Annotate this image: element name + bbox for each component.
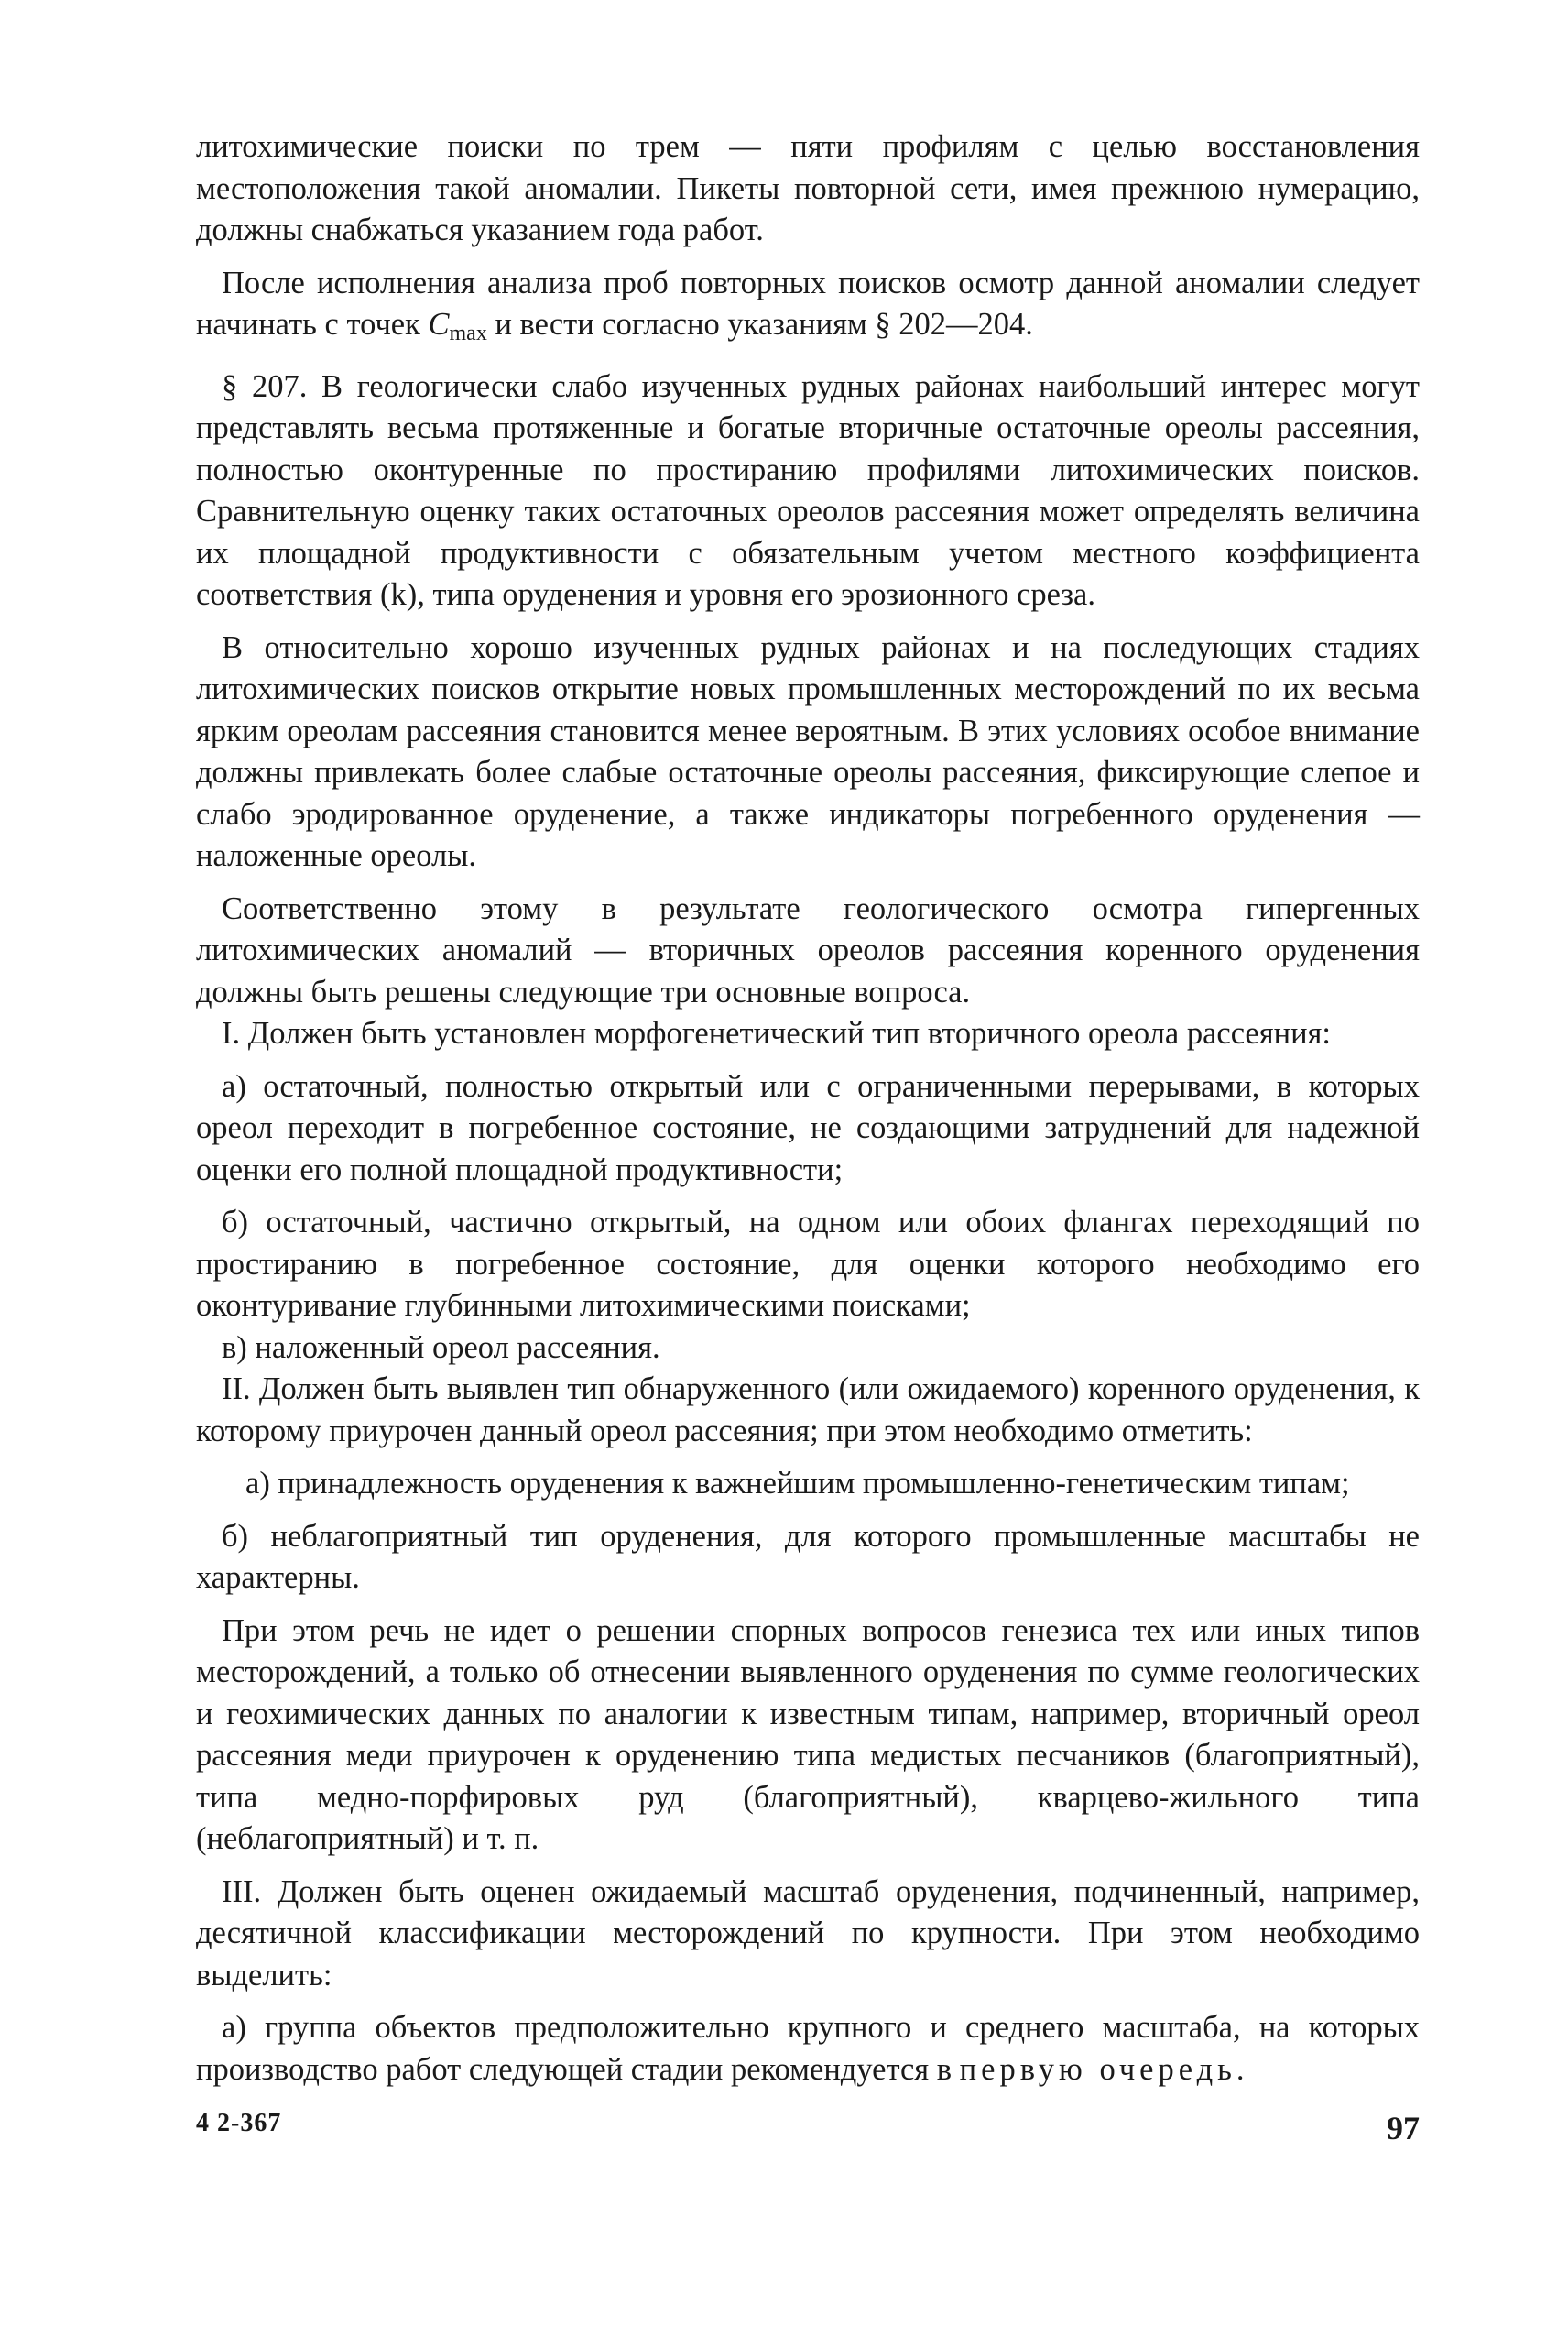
paragraph-genesis-note: При этом речь не идет о решении спорных вопросов генезиса тех или иных типов месторождений, а только об отнесении выявленного оруденения по сумме геологических и геохимических данных по аналогии к известным типам, например, вторичный ореол рассеяния меди приурочен к оруденению типа медистых песчаников (благоприятный), типа медно-порфировых руд (благоприятный), кварцево-жильного типа (неблагоприятный) и т. п.: [196, 1612, 1420, 1856]
variable-c: C: [428, 307, 450, 342]
page-footer: [196, 2109, 1420, 2155]
subscript-max: max: [449, 322, 487, 345]
paragraph-item-i-b: б) остаточный, частично открытый, на одном или обоих флангах переходящий по простиранию в погребенное состояние, для оценки которого необходимо его оконтуривание глубинными литохимическими поисками;: [196, 1205, 1420, 1323]
paragraph-item-i: I. Должен быть установлен морфогенетический тип вторичного ореола рассеяния:: [222, 1016, 1331, 1051]
emphasis-first-priority: первую очередь: [959, 2051, 1236, 2087]
paragraph-item-ii-a: а) принадлежность оруденения к важнейшим промышленно-генетическим типам;: [245, 1466, 1350, 1501]
paragraph-item-iii-a: а) группа объектов предположительно крупного и среднего масштаба, на которых производство работ следующей стадии рекомендуется в первую очередь.: [196, 2010, 1420, 2087]
paragraph-item-ii-b: б) неблагоприятный тип оруденения, для которого промышленные масштабы не характерны.: [196, 1518, 1420, 1595]
paragraph-three-questions: Соответственно этому в результате геологического осмотра гипергенных литохимических аномалий — вторичных ореолов рассеяния коренного оруденения должны быть решены следующие три основные вопроса.: [196, 890, 1420, 1010]
paragraph-item-i-a: а) остаточный, полностью открытый или с ограниченными перерывами, в которых ореол переходит в погребенное состояние, не создающими затруднений для надежной оценки его полной площадной продуктивности;: [196, 1068, 1420, 1187]
page-number: 97: [1387, 2110, 1420, 2146]
paragraph-item-ii: II. Должен быть выявлен тип обнаруженного (или ожидаемого) коренного оруденения, к которому приурочен данный ореол рассеяния; при этом необходимо отметить:: [196, 1371, 1420, 1448]
paragraph-item-i-v: в) наложенный ореол рассеяния.: [222, 1329, 660, 1365]
printer-signature: 4 2-367: [196, 2109, 282, 2137]
paragraph-well-studied-regions: В относительно хорошо изученных рудных районах и на последующих стадиях литохимических поисков открытие новых промышленных месторождений по их весьма ярким ореолам рассеяния становится менее вероятным. В этих условиях особое внимание должны привлекать более слабые остаточные ореолы рассеяния, фиксирующие слепое и слабо эродированное оруденение, а также индикаторы погребенного оруденения — наложенные ореолы.: [196, 629, 1420, 873]
paragraph-inspection-start: После исполнения анализа проб повторных поисков осмотр данной аномалии следует начинать с точек $C_{max}$ и вести согласно указаниям § 202—204.: [196, 265, 1420, 345]
paragraph-item-iii: III. Должен быть оценен ожидаемый масштаб оруденения, подчиненный, например, десятичной классификации месторождений по крупности. При этом необходимо выделить:: [196, 1873, 1420, 1993]
paragraph-section-207: § 207. В геологически слабо изученных рудных районах наибольший интерес могут представлять весьма протяженные и богатые вторичные остаточные ореолы рассеяния, полностью оконтуренные по простиранию профилями литохимических поисков. Сравнительную оценку таких остаточных ореолов рассеяния может определять величина их площадной продуктивности с обязательным учетом местного коэффициента соответствия (k), типа оруденения и уровня его эрозионного среза.: [196, 368, 1420, 612]
page-body: [196, 126, 1420, 2091]
paragraph-continuation: литохимические поиски по трем — пяти профилям с целью восстановления местоположения такой аномалии. Пикеты повторной сети, имея прежнюю нумерацию, должны снабжаться указанием года работ.: [196, 129, 1420, 247]
